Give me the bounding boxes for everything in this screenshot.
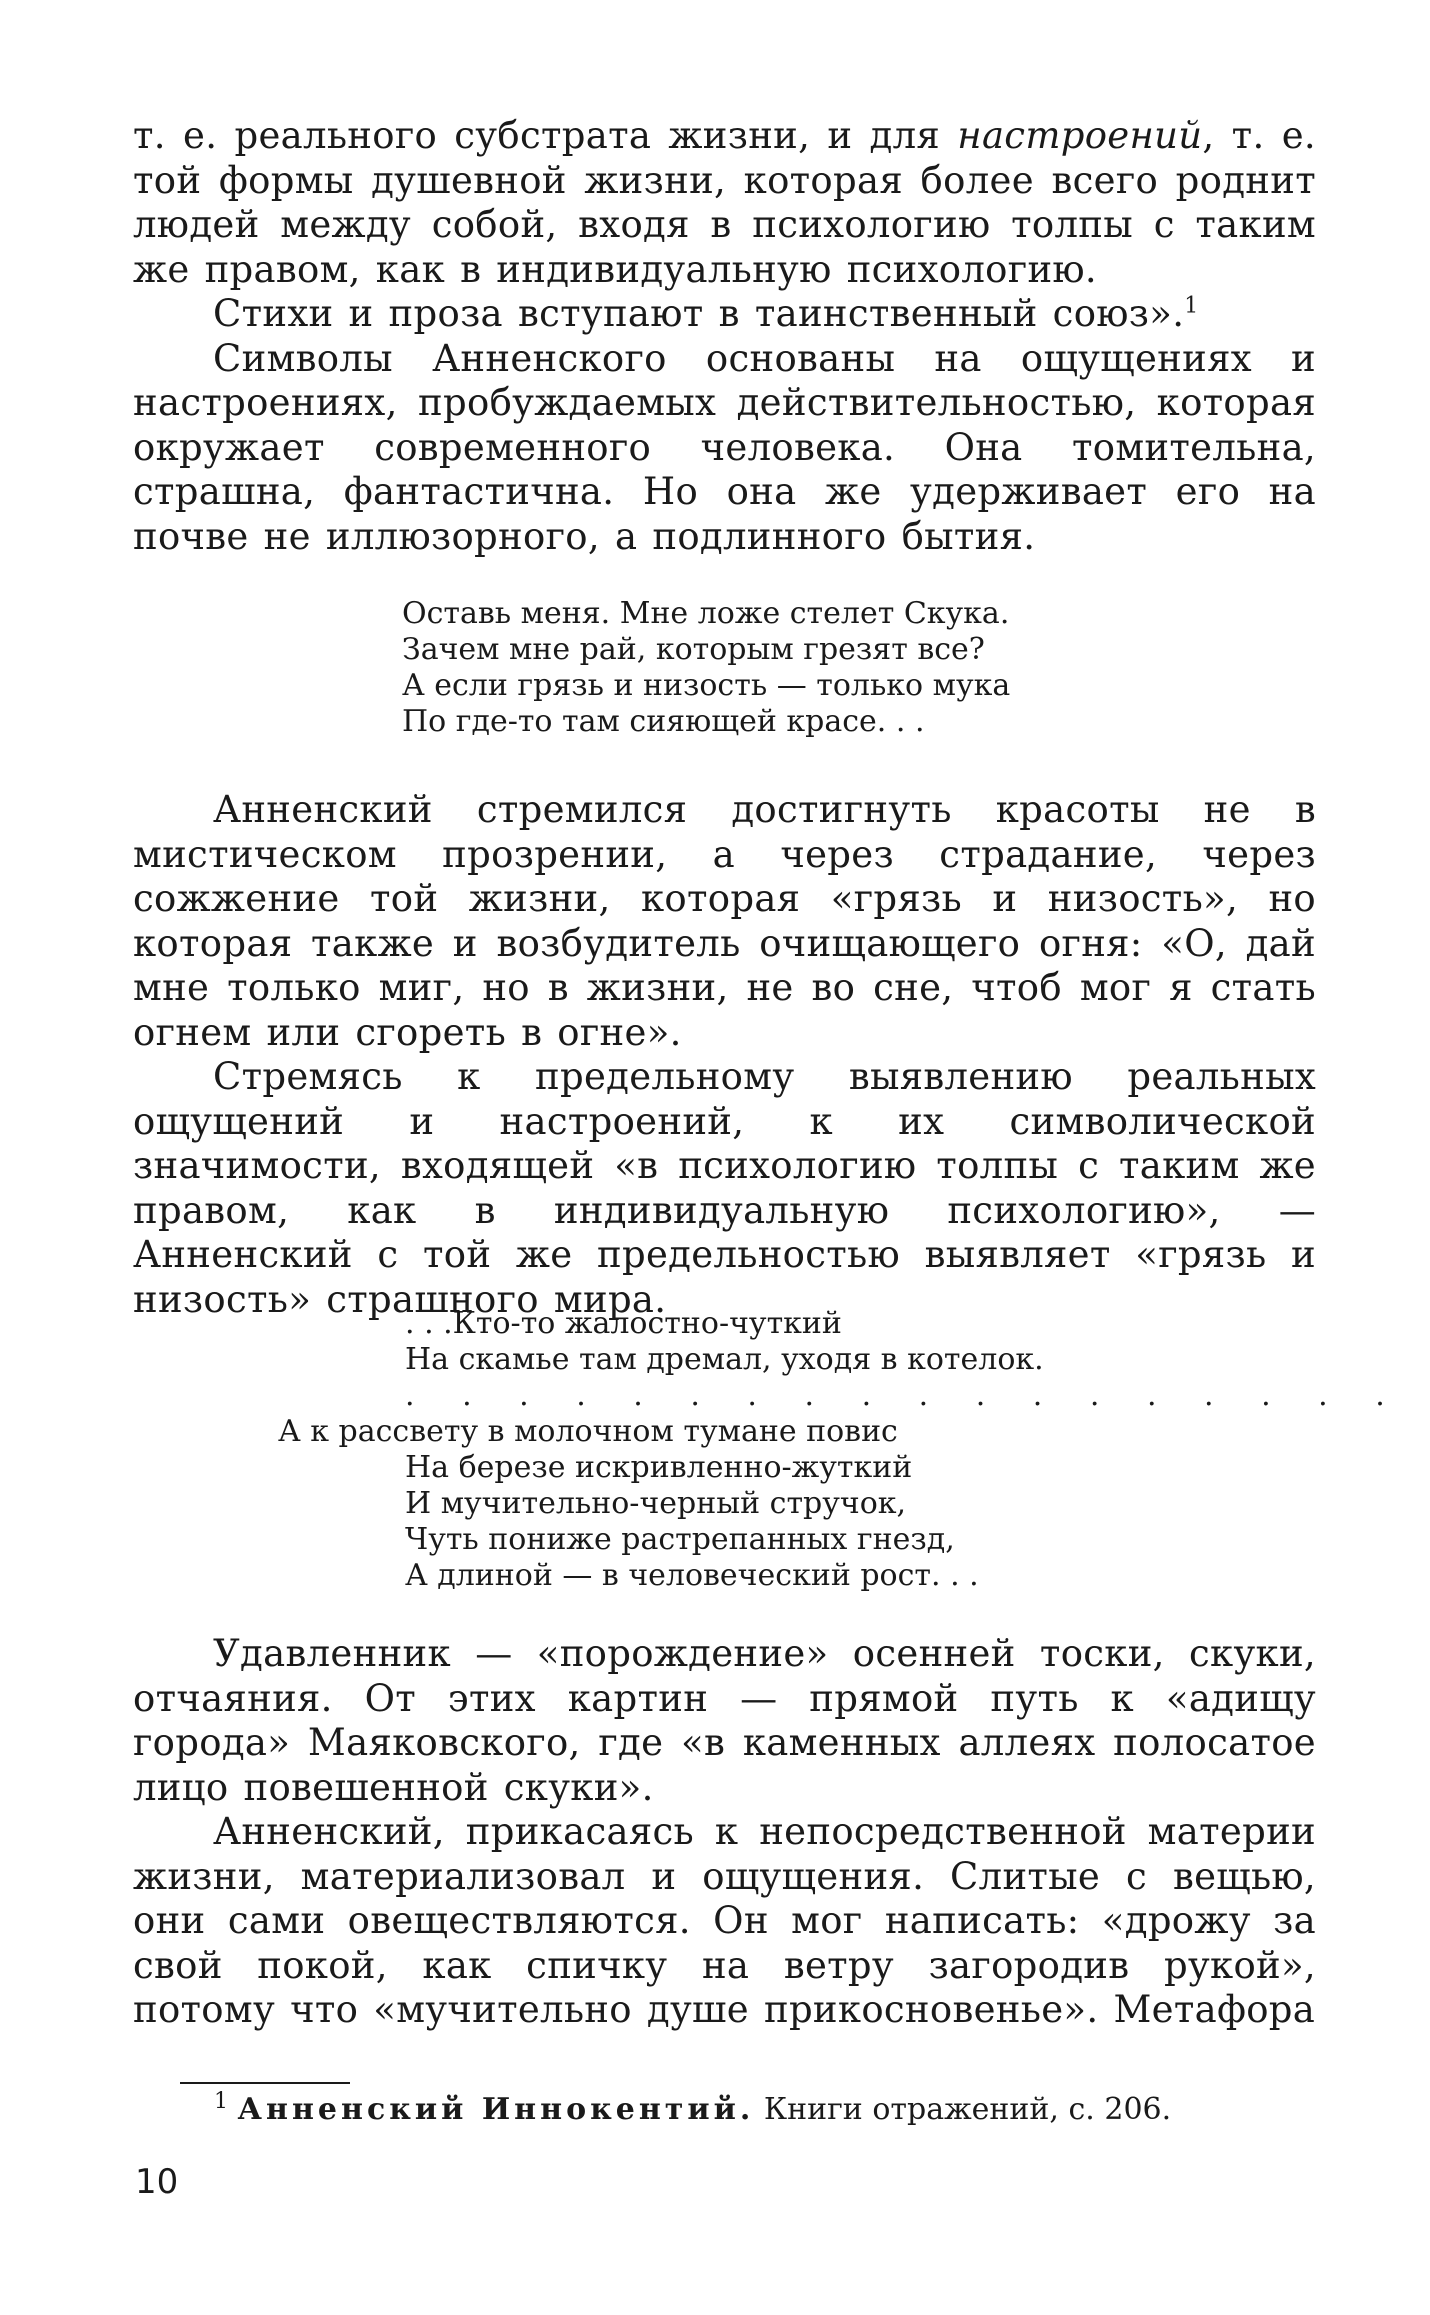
paragraph-hanged: Удавленник — «порождение» осенней тоски, скуки, отчаяния. От этих картин — прямой путь к «адищу города» Маяковского, где «в каменных аллеях полосатое лицо повешенной скуки».: [133, 1632, 1316, 1809]
verse-ellipsis-row: . . . . . . . . . . . . . . . . . .: [405, 1378, 1404, 1413]
verse-line: На березе искривленно-жуткий: [405, 1450, 913, 1485]
verse-line: Зачем мне рай, которым грезят все?: [402, 632, 985, 667]
footnote-marker: 1: [214, 2089, 228, 2114]
footnote-ref: 1: [1184, 293, 1199, 319]
prose-block-top: [133, 114, 1316, 559]
verse-line: А длиной — в человеческий рост. . .: [405, 1558, 979, 1593]
paragraph-stikhi: Стихи и проза вступают в таинственный союз».$^1$: [213, 292, 1199, 335]
prose-block-bottom: [133, 1632, 1316, 2033]
paragraph-symbols: Символы Анненского основаны на ощущениях и настроениях, пробуждаемых действительностью, которая окружает современного человека. Она томительна, страшна, фантастична. Но она же удерживает его на почве не иллюзорного, а подлинного бытия.: [133, 336, 1316, 558]
verse-line: А если грязь и низость — только мука: [402, 668, 1011, 703]
verse-line: Оставь меня. Мне ложе стелет Скука.: [402, 596, 1010, 631]
verse-line: На скамье там дремал, уходя в котелок.: [405, 1342, 1044, 1377]
verse-line: . . .Кто-то жалостно-чуткий: [405, 1306, 842, 1341]
footnote-source: Книги отражений, с. 206.: [754, 2092, 1172, 2127]
verse-line: По где-то там сияющей красе. . .: [402, 704, 925, 739]
paragraph-metaphor: Анненский, прикасаясь к непосредственной материи жизни, материализовал и ощущения. Слитые с вещью, они сами овеществляются. Он мог написать: «дрожу за свой покой, как спичку на ветру загородив рукой», потому что «мучительно душе прикосновенье». Метафора: [133, 1810, 1316, 2031]
footnote-rule: [180, 2082, 350, 2084]
page-number: 10: [135, 2162, 179, 2202]
footnote-author: Анненский Иннокентий.: [237, 2092, 755, 2127]
verse-line: А к рассвету в молочном тумане повис: [278, 1414, 898, 1449]
paragraph-beauty: Анненский стремился достигнуть красоты не в мистическом прозрении, а через страдание, через сожжение той жизни, которая «грязь и низость», но которая также и возбудитель очищающего огня: «О, дай мне только миг, но в жизни, не во сне, чтоб мог я стать огнем или сгореть в огне».: [133, 788, 1316, 1054]
verse-line: И мучительно-черный стручок,: [405, 1486, 907, 1521]
prose-block-middle: [133, 788, 1316, 1322]
footnote: [214, 2089, 1172, 2128]
paragraph-continuation: т. е. реального субстрата жизни, и для настроений, т. е. той формы душевной жизни, которая более всего роднит людей между собой, входя в психологию толпы с таким же правом, как в индивидуальную психологию.: [133, 114, 1316, 291]
verse-line: Чуть пониже растрепанных гнезд,: [405, 1522, 955, 1557]
verse-quote-2: [278, 1306, 1404, 1594]
paragraph-striving: Стремясь к предельному выявлению реальных ощущений и настроений, к их символической значимости, входящей «в психологию толпы с таким же правом, как в индивидуальную психологию», — Анненский с той же предельностью выявляет «грязь и низость» страшного мира.: [133, 1055, 1316, 1321]
verse-quote-1: [402, 596, 1010, 740]
